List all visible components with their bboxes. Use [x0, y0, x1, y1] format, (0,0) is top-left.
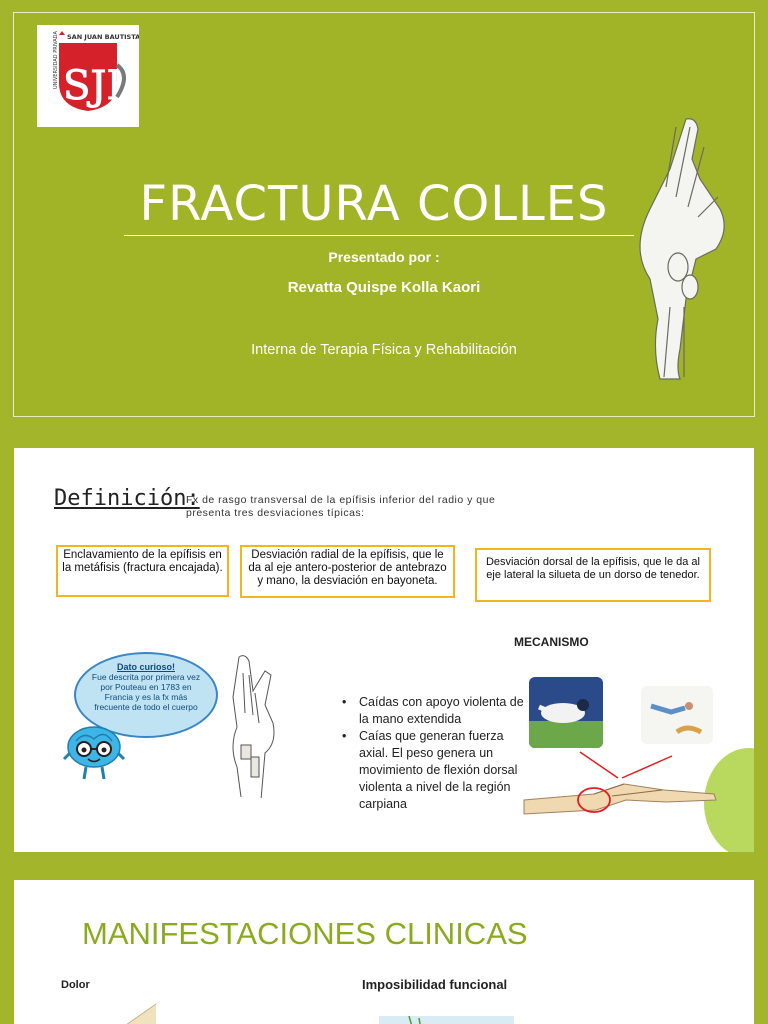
definition-title: Definición:: [54, 486, 200, 511]
wrist-fracture-diagram: [522, 748, 718, 828]
functional-impairment-illustration: [369, 1012, 519, 1024]
mechanism-item: • Caías que generan fuerza axial. El peso genera un movimiento de flexión dorsal violenta a nivel de la región carpiana: [339, 728, 529, 813]
title-slide: [13, 12, 755, 417]
author-role: Interna de Terapia Física y Rehabilitación: [251, 342, 517, 358]
pain-illustration: [106, 992, 166, 1024]
manifestations-title: MANIFESTACIONES CLINICAS: [82, 916, 528, 951]
hand-skeleton-illustration: [626, 117, 736, 383]
functional-impairment-label: Imposibilidad funcional: [362, 977, 508, 992]
page-title: FRACTURA COLLES: [139, 176, 609, 232]
pain-label: Dolor: [61, 979, 90, 991]
deviation-box-2: Desviación radial de la epífisis, que le da al eje antero-posterior de antebrazo y mano, la desviación en bayoneta.: [240, 545, 455, 598]
definition-text: Fx de rasgo transversal de la epífisis inferior del radio y que presenta tres desviaciones típicas:: [186, 494, 496, 519]
university-logo: [37, 25, 139, 127]
deviation-box-3: Desviación dorsal de la epífisis, que le da al eje lateral la silueta de un dorso de tenedor.: [475, 548, 711, 602]
presented-by-label: Presentado por :: [328, 249, 440, 265]
logo-institution-text: UNIVERSIDAD PRIVADA: [53, 31, 59, 89]
mechanism-item: • Caídas con apoyo violenta de la mano extendida: [339, 694, 529, 728]
deviation-box-1: Enclavamiento de la epífisis en la metáfisis (fractura encajada).: [56, 545, 229, 597]
fun-fact-title: Dato curioso!: [116, 662, 175, 672]
logo-mark-text: SJB: [63, 63, 136, 109]
mechanism-list: [339, 694, 529, 813]
clinical-manifestations-slide: [14, 880, 754, 1024]
wrist-xray-illustration: [219, 653, 283, 798]
definition-slide: [14, 448, 754, 852]
logo-name-text: SAN JUAN BAUTISTA: [67, 33, 139, 41]
mechanism-title: MECANISMO: [514, 635, 589, 649]
author-name: Revatta Quispe Kolla Kaori: [287, 279, 481, 296]
falling-person-photo: [641, 686, 713, 744]
brain-mascot-icon: [62, 723, 126, 785]
baseball-fall-photo: [529, 677, 603, 748]
fun-fact-text: Fue descrita por primera vez por Pouteau en 1783 en Francia y es la fx más frecuente de todo el cuerpo: [91, 672, 201, 712]
title-divider: [124, 235, 634, 236]
